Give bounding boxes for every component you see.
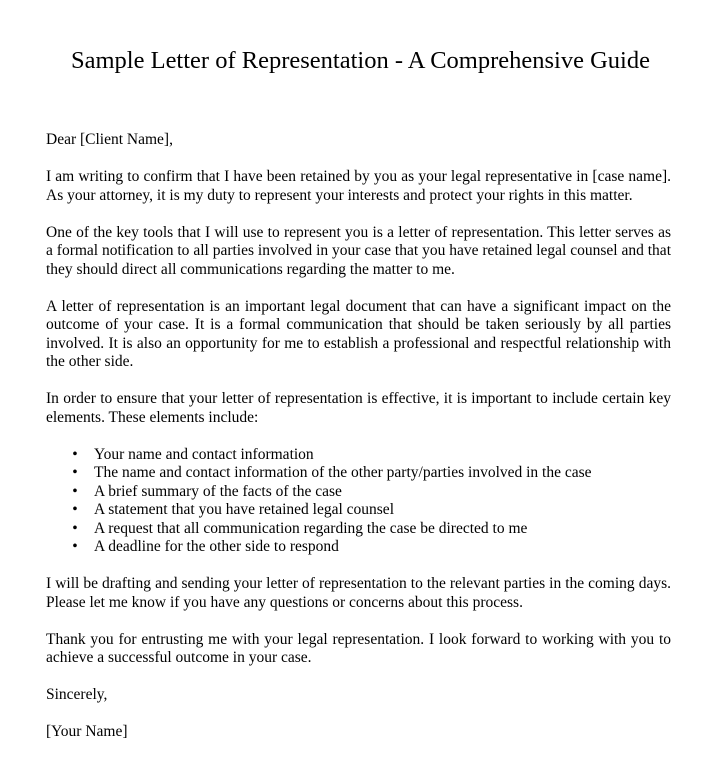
list-item-text: A deadline for the other side to respond bbox=[94, 538, 339, 555]
paragraph-key-tools: One of the key tools that I will use to represent you is a letter of representation. This letter serves as a formal notification to all parties involved in your case that you have retained legal counsel and that they should direct all communications regarding the matter to me. bbox=[46, 223, 671, 278]
list-item bbox=[46, 464, 671, 483]
paragraph-drafting: I will be drafting and sending your letter of representation to the relevant parties in the coming days. Please let me know if you have any questions or concerns about this process. bbox=[46, 575, 671, 611]
letter-body bbox=[46, 131, 671, 760]
bullet-icon: • bbox=[72, 538, 78, 555]
paragraph-elements-intro: In order to ensure that your letter of representation is effective, it is important to include certain key elements. These elements include: bbox=[46, 390, 671, 426]
salutation: Dear [Client Name], bbox=[46, 131, 173, 148]
list-item-text: The name and contact information of the other party/parties involved in the case bbox=[94, 464, 592, 481]
signature: [Your Name] bbox=[46, 723, 128, 740]
list-item bbox=[46, 501, 671, 520]
bullet-icon: • bbox=[72, 501, 78, 518]
list-item bbox=[46, 538, 671, 557]
paragraph-thanks: Thank you for entrusting me with your legal representation. I look forward to working with you to achieve a successful outcome in your case. bbox=[46, 630, 671, 666]
bullet-icon: • bbox=[72, 445, 78, 463]
list-item bbox=[46, 446, 671, 465]
paragraph-importance: A letter of representation is an important legal document that can have a significant impact on the outcome of your case. It is a formal communication that should be taken seriously by all parties involved. It is also an opportunity for me to establish a professional and respectful relationship with the other side. bbox=[46, 297, 671, 370]
list-item-text: Your name and contact information bbox=[94, 445, 314, 463]
list-item-text: A request that all communication regarding the case be directed to me bbox=[94, 519, 528, 537]
list-item-text: A statement that you have retained legal counsel bbox=[94, 501, 394, 518]
bullet-icon: • bbox=[72, 482, 78, 500]
page-title: Sample Letter of Representation - A Comprehensive Guide bbox=[70, 47, 650, 74]
list-item-text: A brief summary of the facts of the case bbox=[94, 482, 342, 500]
list-item bbox=[46, 520, 671, 539]
bullet-icon: • bbox=[72, 464, 78, 481]
paragraph-retained: I am writing to confirm that I have been retained by you as your legal representative in [case name]. As your attorney, it is my duty to represent your interests and protect your rights in this matter. bbox=[46, 168, 671, 204]
key-elements-list bbox=[46, 446, 671, 557]
bullet-icon: • bbox=[72, 519, 78, 537]
list-item bbox=[46, 483, 671, 502]
signoff: Sincerely, bbox=[46, 686, 108, 703]
